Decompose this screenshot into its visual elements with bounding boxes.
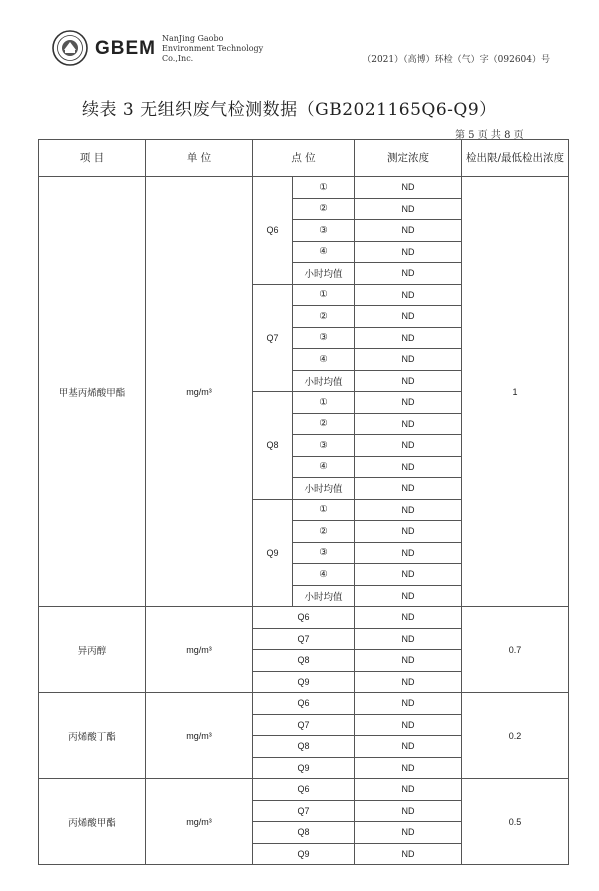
sub-point-cell: ② [293,306,355,328]
company-seal-logo [52,30,88,66]
concentration-cell: ND [355,521,462,543]
sub-point-cell: ② [293,198,355,220]
concentration-cell: ND [355,392,462,414]
concentration-cell: ND [355,499,462,521]
point-name-cell: Q8 [253,736,355,758]
point-name-cell: Q7 [253,800,355,822]
sub-point-cell: ① [293,177,355,199]
concentration-cell: ND [355,220,462,242]
unit-cell: mg/m³ [146,177,253,607]
document-number: （2021）（高博）环检（气）字（092604）号 [362,55,550,65]
sub-point-cell: ② [293,521,355,543]
concentration-cell: ND [355,263,462,285]
sub-point-cell: 小时均值 [293,370,355,392]
concentration-cell: ND [355,693,462,715]
sub-point-cell: ④ [293,564,355,586]
header-item: 项 目 [39,140,146,177]
point-name-cell: Q7 [253,284,293,392]
table-header-row [39,140,569,177]
point-name-cell: Q6 [253,177,293,285]
concentration-cell: ND [355,736,462,758]
sub-point-cell: ③ [293,220,355,242]
point-name-cell: Q9 [253,671,355,693]
point-name-cell: Q9 [253,757,355,779]
sub-point-cell: ① [293,499,355,521]
concentration-cell: ND [355,671,462,693]
company-line-2: Environment Technology [162,44,264,53]
concentration-cell: ND [355,585,462,607]
point-name-cell: Q8 [253,650,355,672]
point-name-cell: Q7 [253,714,355,736]
sub-point-cell: ④ [293,241,355,263]
sub-point-cell: ④ [293,349,355,371]
concentration-cell: ND [355,370,462,392]
sub-point-cell: ② [293,413,355,435]
page-title: 续表 3 无组织废气检测数据（GB2021165Q6-Q9） [82,100,497,120]
company-line-3: Co.,Inc. [162,54,194,63]
header-unit: 单 位 [146,140,253,177]
point-name-cell: Q8 [253,822,355,844]
concentration-cell: ND [355,284,462,306]
header-point: 点 位 [253,140,355,177]
table-body [39,177,569,865]
point-name-cell: Q6 [253,779,355,801]
table-row [39,779,569,801]
concentration-cell: ND [355,607,462,629]
table-row [39,177,569,199]
point-name-cell: Q8 [253,392,293,500]
unit-cell: mg/m³ [146,607,253,693]
concentration-cell: ND [355,327,462,349]
concentration-cell: ND [355,757,462,779]
emission-data-table [38,139,569,865]
sub-point-cell: ① [293,392,355,414]
concentration-cell: ND [355,564,462,586]
sub-point-cell: ① [293,284,355,306]
item-name-cell: 异丙醇 [39,607,146,693]
sub-point-cell: 小时均值 [293,263,355,285]
concentration-cell: ND [355,198,462,220]
point-name-cell: Q7 [253,628,355,650]
concentration-cell: ND [355,349,462,371]
concentration-cell: ND [355,177,462,199]
sub-point-cell: 小时均值 [293,478,355,500]
concentration-cell: ND [355,306,462,328]
point-name-cell: Q9 [253,843,355,865]
limit-cell: 0.2 [462,693,569,779]
company-name [162,34,263,64]
item-name-cell: 甲基丙烯酸甲酯 [39,177,146,607]
concentration-cell: ND [355,822,462,844]
sub-point-cell: 小时均值 [293,585,355,607]
concentration-cell: ND [355,241,462,263]
limit-cell: 0.7 [462,607,569,693]
header-concentration: 测定浓度 [355,140,462,177]
point-name-cell: Q6 [253,607,355,629]
point-name-cell: Q9 [253,499,293,607]
company-line-1: NanJing Gaobo [162,34,224,43]
item-name-cell: 丙烯酸甲酯 [39,779,146,865]
unit-cell: mg/m³ [146,779,253,865]
concentration-cell: ND [355,650,462,672]
item-name-cell: 丙烯酸丁酯 [39,693,146,779]
sub-point-cell: ④ [293,456,355,478]
concentration-cell: ND [355,478,462,500]
table-row [39,693,569,715]
concentration-cell: ND [355,628,462,650]
concentration-cell: ND [355,413,462,435]
concentration-cell: ND [355,800,462,822]
brand-name: GBEM [95,38,156,59]
sub-point-cell: ③ [293,327,355,349]
sub-point-cell: ③ [293,435,355,457]
limit-cell: 0.5 [462,779,569,865]
table-row [39,607,569,629]
header-limit: 检出限/最低检出浓度 [462,140,569,177]
concentration-cell: ND [355,779,462,801]
concentration-cell: ND [355,456,462,478]
concentration-cell: ND [355,542,462,564]
sub-point-cell: ③ [293,542,355,564]
concentration-cell: ND [355,435,462,457]
point-name-cell: Q6 [253,693,355,715]
concentration-cell: ND [355,843,462,865]
page-header [0,0,599,90]
unit-cell: mg/m³ [146,693,253,779]
page-number: 第 5 页 共 8 页 [455,130,524,141]
concentration-cell: ND [355,714,462,736]
limit-cell: 1 [462,177,569,607]
